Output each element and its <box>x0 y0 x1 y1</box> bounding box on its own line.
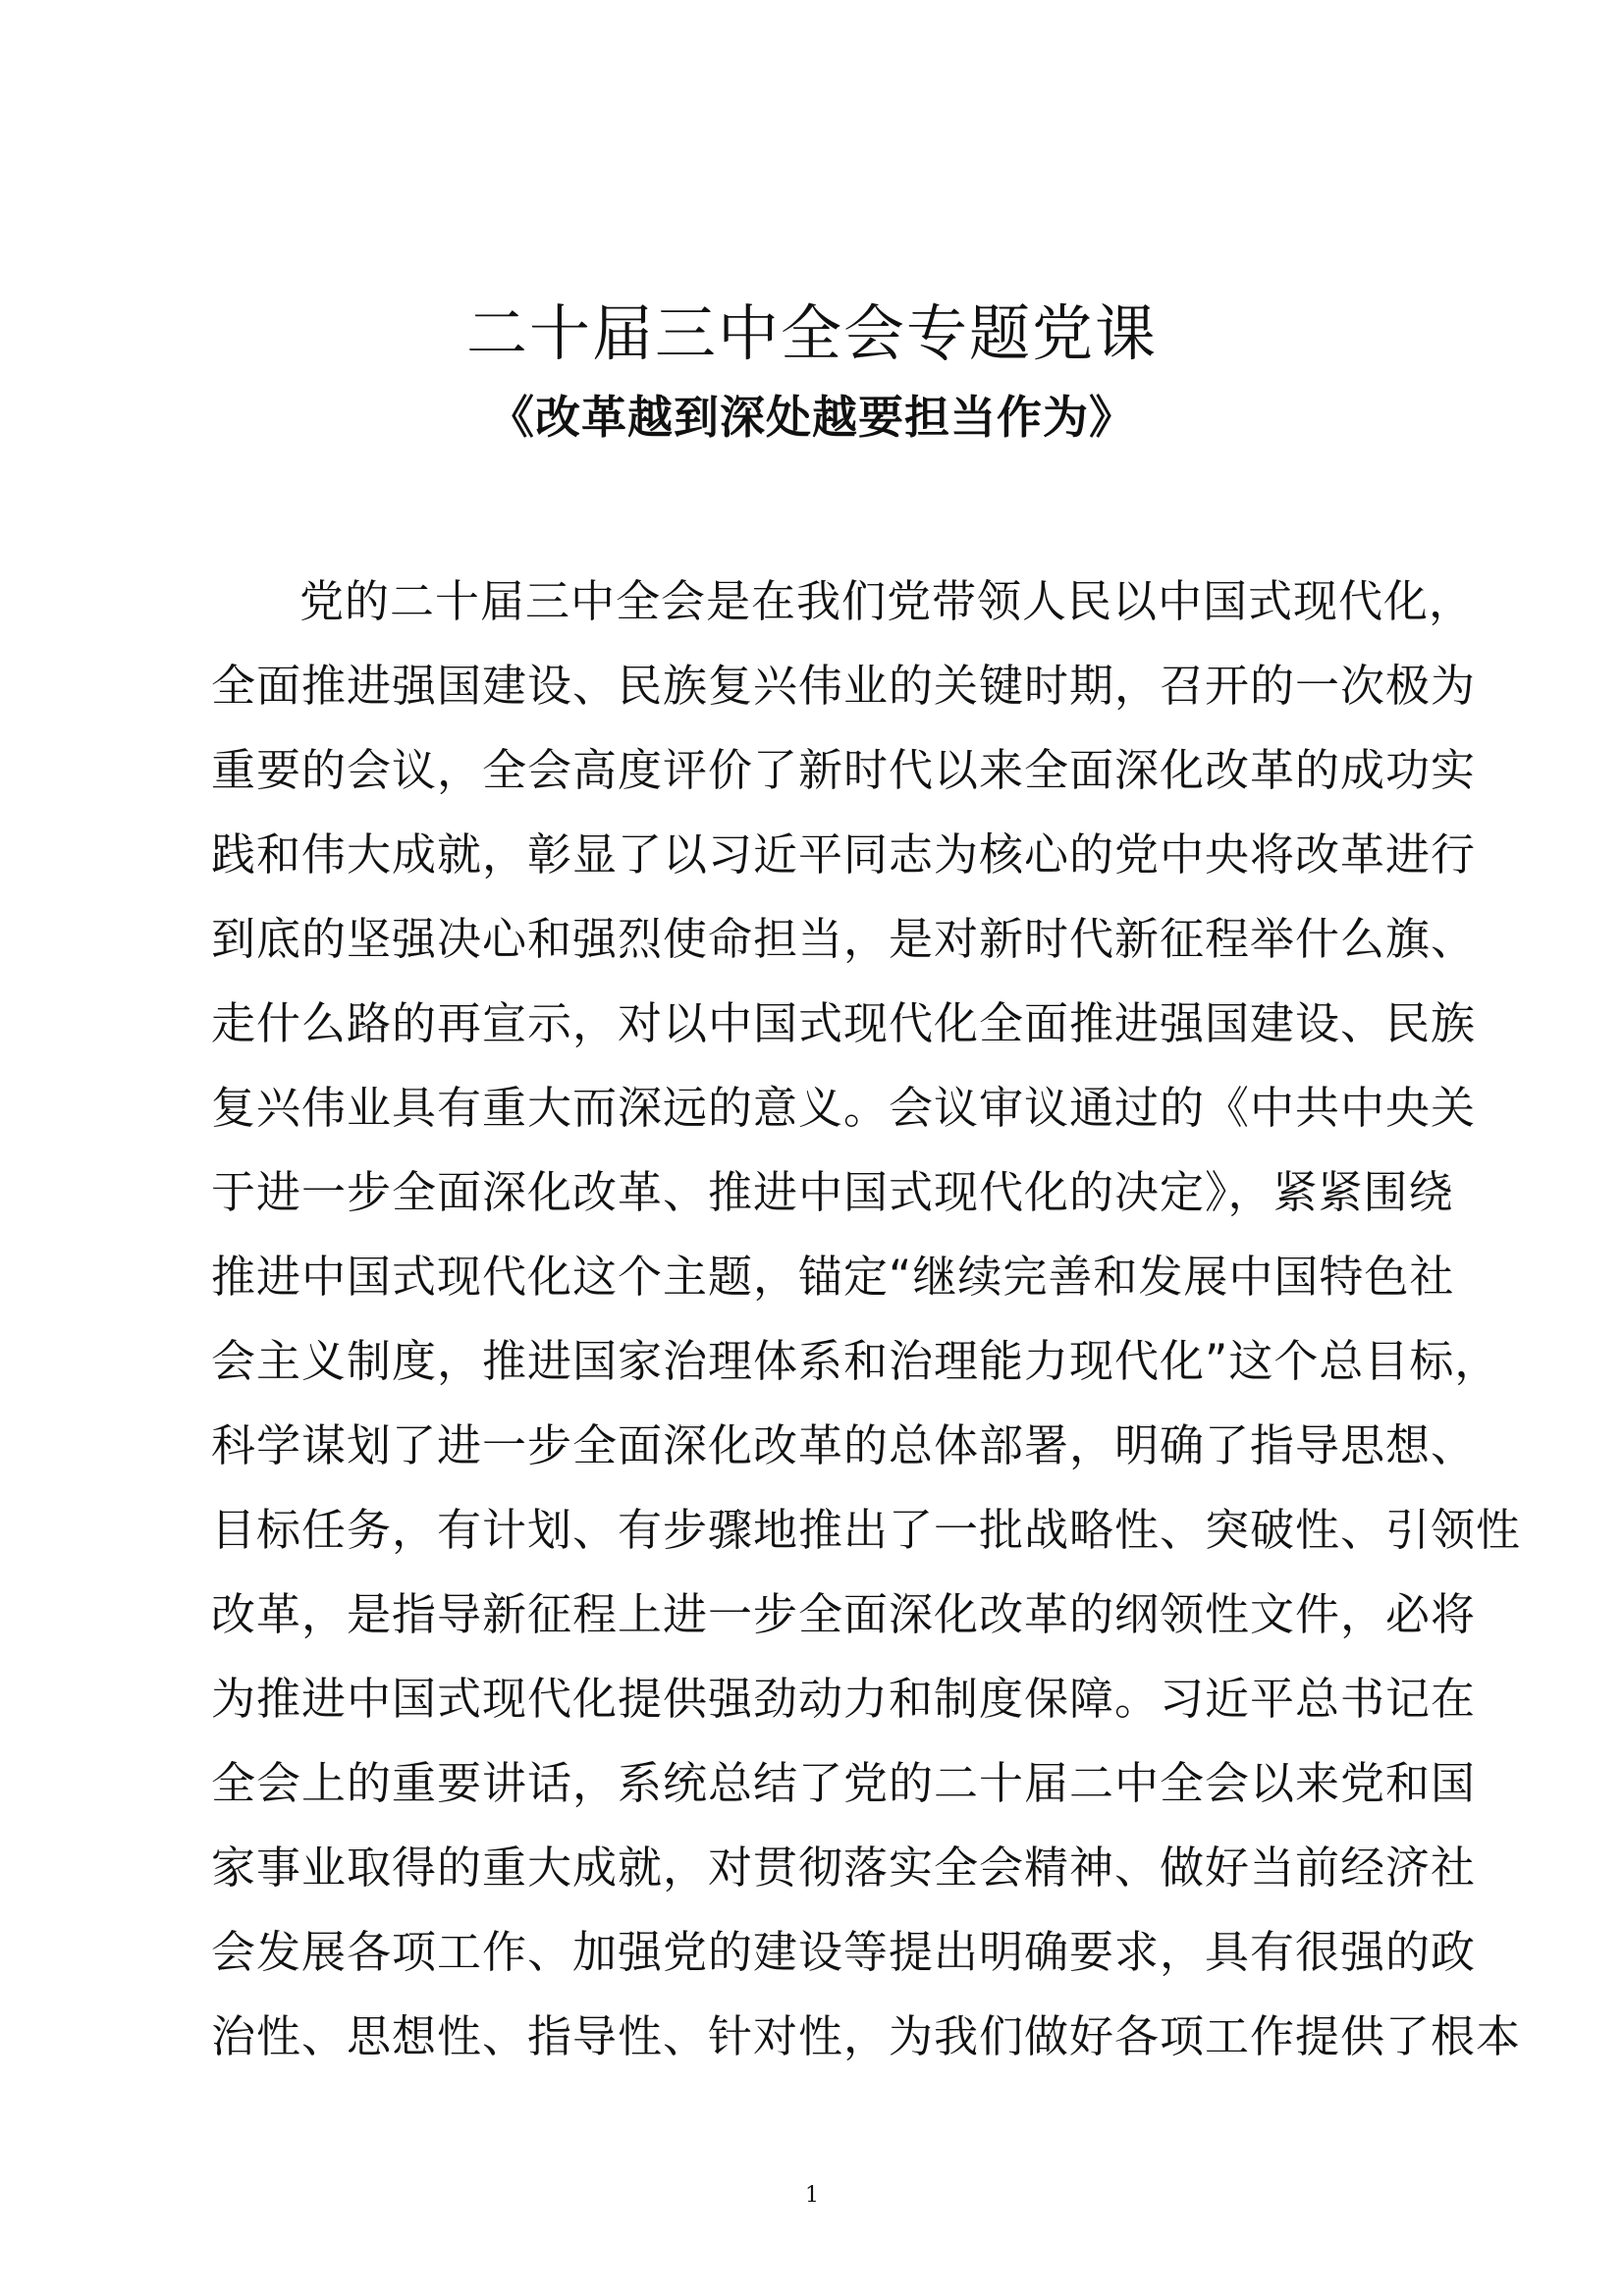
paragraph-line: 科学谋划了进一步全面深化改革的总体部署，明确了指导思想、 <box>211 1419 1477 1471</box>
paragraph-line: 全面推进强国建设、民族复兴伟业的关键时期，召开的一次极为 <box>211 660 1477 712</box>
paragraph-line: 会主义制度，推进国家治理体系和治理能力现代化”这个总目标， <box>211 1335 1500 1387</box>
paragraph-line: 家事业取得的重大成就，对贯彻落实全会精神、做好当前经济社 <box>211 1842 1477 1894</box>
page-number: 1 <box>805 2183 819 2208</box>
paragraph-line: 走什么路的再宣示，对以中国式现代化全面推进强国建设、民族 <box>211 997 1477 1049</box>
paragraph-line: 为推进中国式现代化提供强劲动力和制度保障。习近平总书记在 <box>211 1673 1477 1725</box>
paragraph-line: 推进中国式现代化这个主题，锚定“继续完善和发展中国特色社 <box>211 1251 1455 1303</box>
paragraph-line: 到底的坚强决心和强烈使命担当，是对新时代新征程举什么旗、 <box>211 913 1477 965</box>
paragraph-line: 全会上的重要讲话，系统总结了党的二十届二中全会以来党和国 <box>211 1757 1477 1809</box>
paragraph-line: 治性、思想性、指导性、针对性，为我们做好各项工作提供了根本 <box>211 2010 1522 2062</box>
paragraph-line: 复兴伟业具有重大而深远的意义。会议审议通过的《中共中央关 <box>211 1082 1477 1134</box>
paragraph-line: 目标任务，有计划、有步骤地推出了一批战略性、突破性、引领性 <box>211 1504 1522 1556</box>
document-title: 二十届三中全会专题党课 <box>465 297 1158 369</box>
paragraph-line: 于进一步全面深化改革、推进中国式现代化的决定》，紧紧围绕 <box>211 1166 1454 1218</box>
paragraph-line: 改革，是指导新征程上进一步全面深化改革的纲领性文件，必将 <box>211 1588 1477 1640</box>
paragraph-line: 重要的会议，全会高度评价了新时代以来全面深化改革的成功实 <box>211 744 1477 796</box>
paragraph-line: 党的二十届三中全会是在我们党带领人民以中国式现代化， <box>299 575 1475 627</box>
paragraph-line: 会发展各项工作、加强党的建设等提出明确要求，具有很强的政 <box>211 1926 1477 1978</box>
document-subtitle: 《改革越到深处越要担当作为》 <box>489 391 1135 444</box>
paragraph-line: 践和伟大成就，彰显了以习近平同志为核心的党中央将改革进行 <box>211 828 1477 881</box>
